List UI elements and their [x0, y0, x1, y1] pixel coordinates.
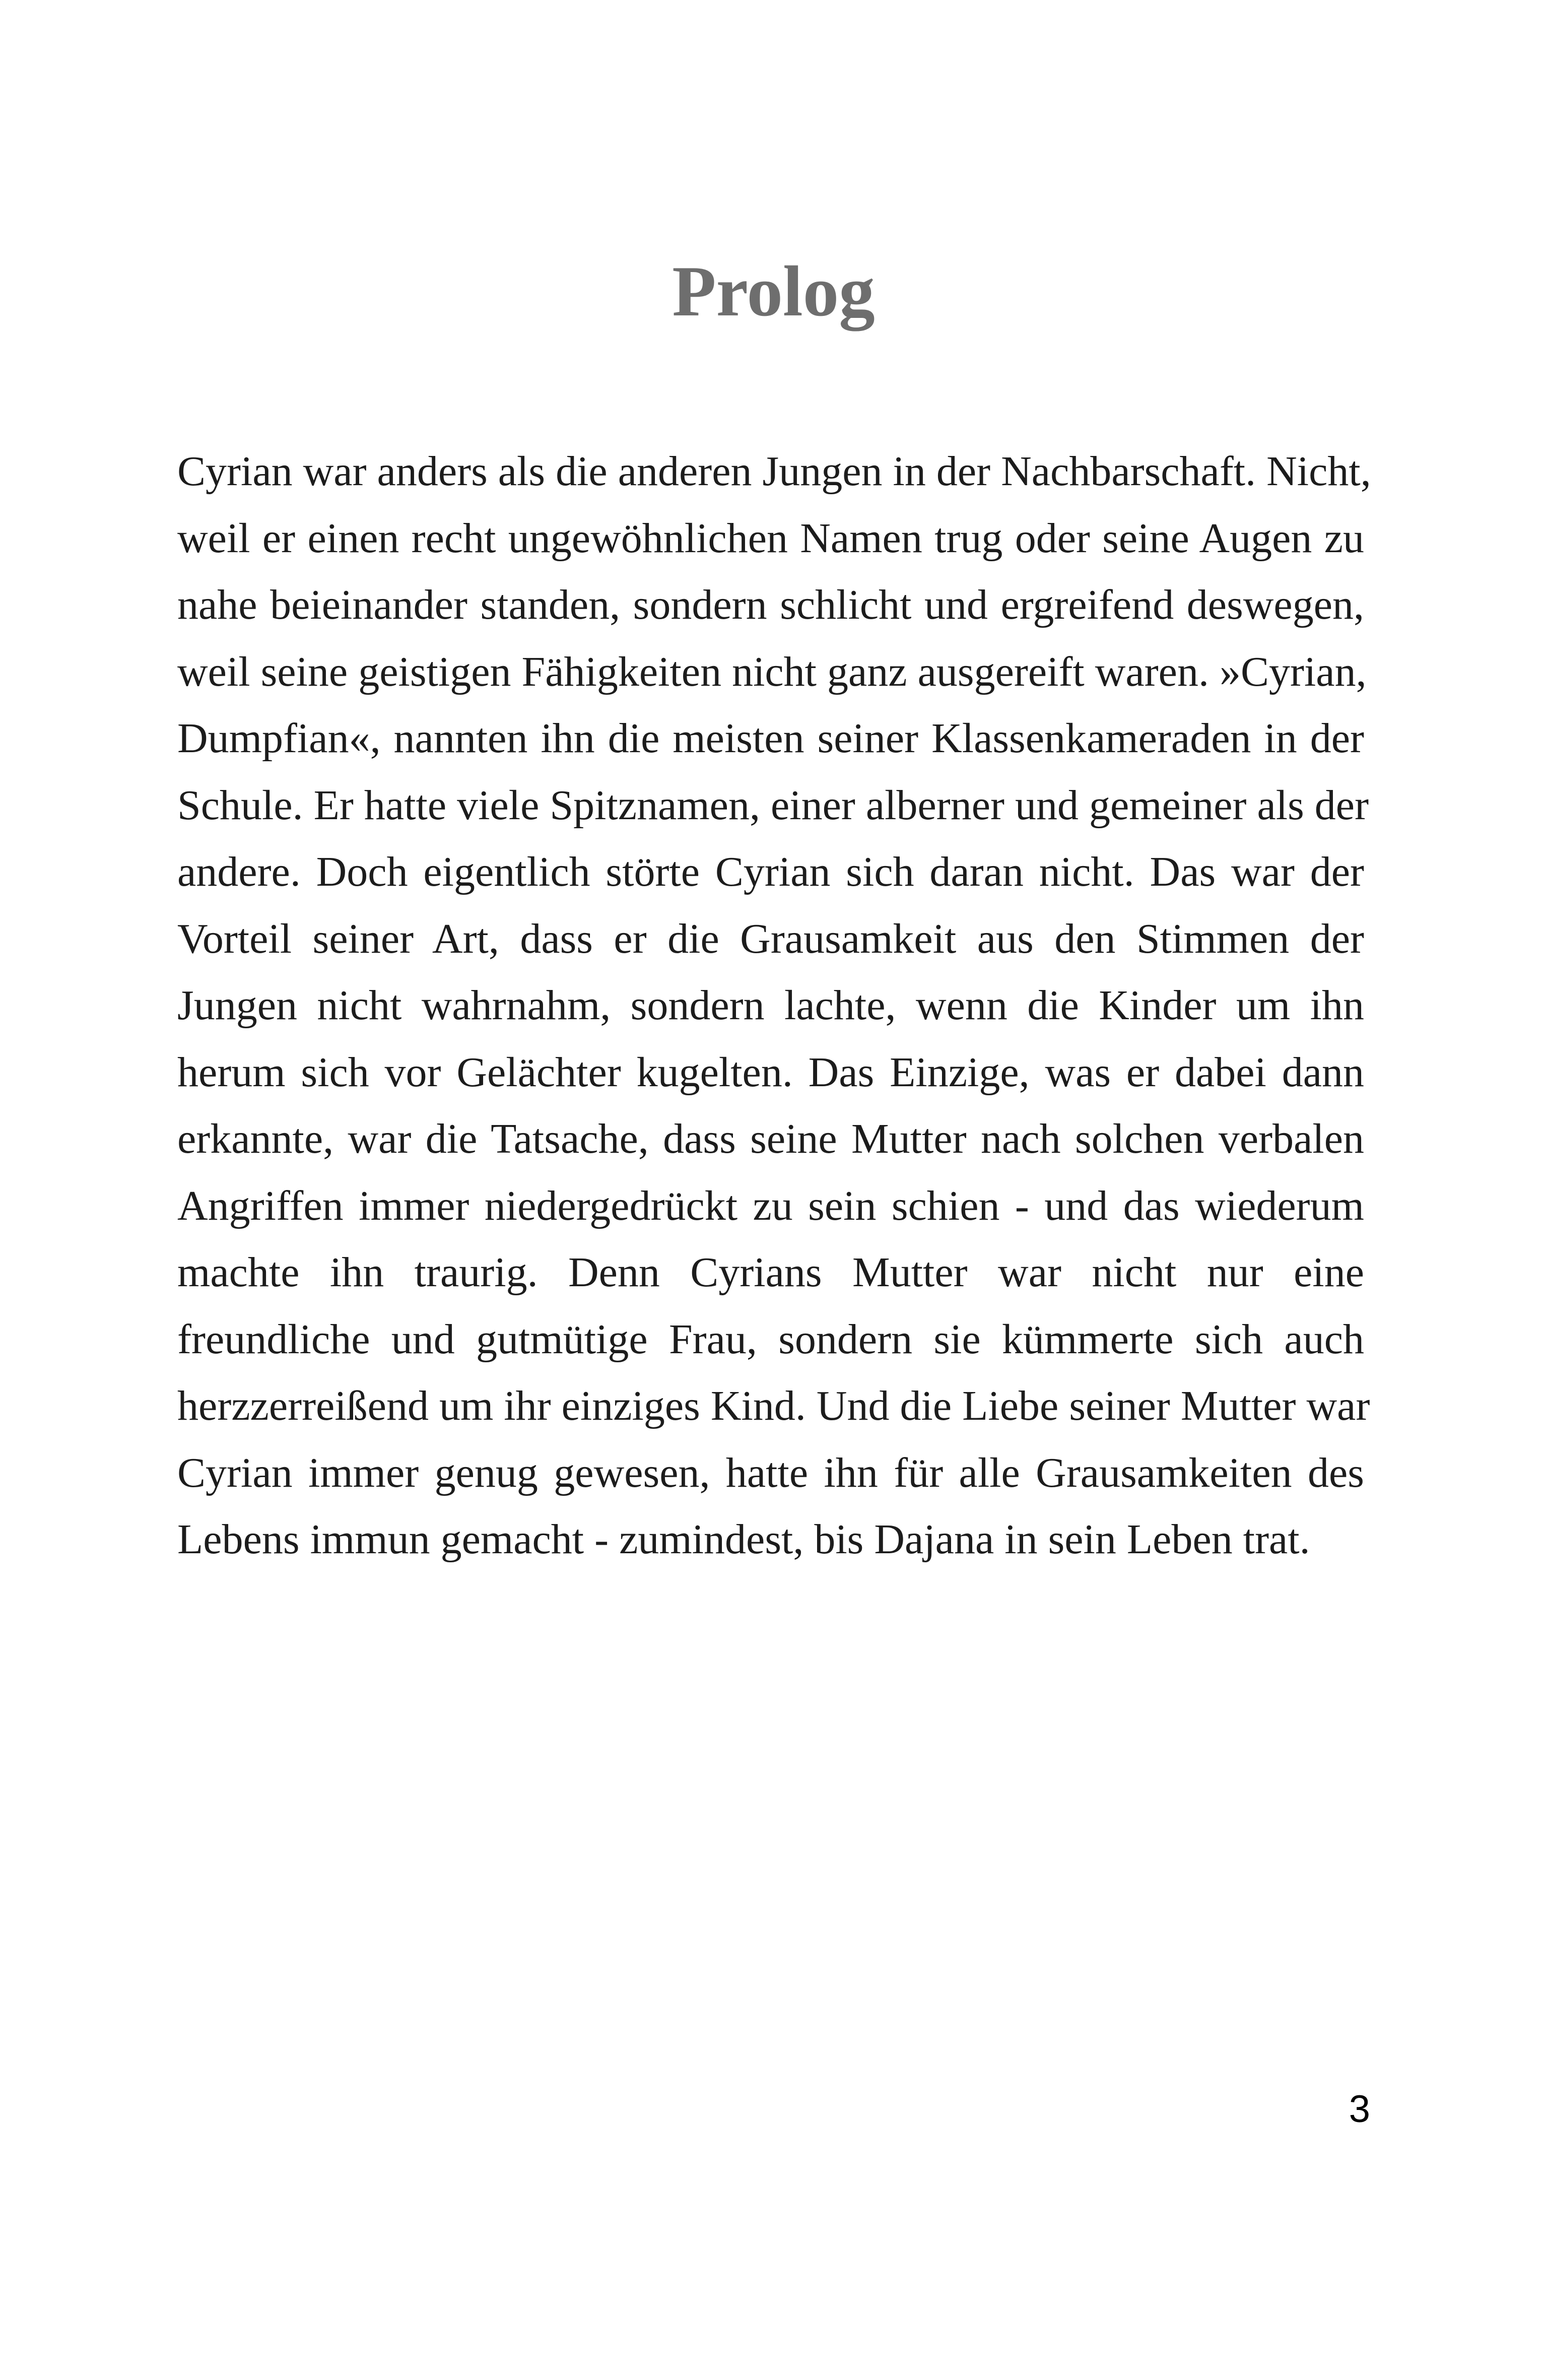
prolog-paragraph [177, 438, 1371, 1607]
text-line-last: Lebens immun gemacht - zumindest, bis Dajana in sein Leben trat. [177, 1516, 1310, 1563]
text-line: freundliche und gutmütige Frau, sondern sie kümmerte sich auch [177, 1315, 1364, 1363]
text-line: Vorteil seiner Art, dass er die Grausamkeit aus den Stimmen der [177, 915, 1364, 962]
text-line: Dumpfian«, nannten ihn die meisten seiner Klassenkameraden in der [177, 715, 1364, 762]
text-line: Angriffen immer niedergedrückt zu sein schien - und das wiederum [177, 1182, 1364, 1229]
text-line: nahe beieinander standen, sondern schlicht und ergreifend deswegen, [177, 581, 1364, 628]
chapter-title: Prolog [672, 251, 875, 331]
text-line: Cyrian immer genug gewesen, hatte ihn für alle Grausamkeiten des [177, 1449, 1364, 1496]
text-line: Jungen nicht wahrnahm, sondern lachte, wenn die Kinder um ihn [177, 982, 1364, 1029]
text-line: Cyrian war anders als die anderen Jungen in der Nachbarschaft. Nicht, [177, 448, 1371, 495]
text-line: Schule. Er hatte viele Spitznamen, einer alberner und gemeiner als der [177, 781, 1369, 829]
text-line: weil seine geistigen Fähigkeiten nicht ganz ausgereift waren. »Cyrian, [177, 648, 1367, 695]
text-line: erkannte, war die Tatsache, dass seine Mutter nach solchen verbalen [177, 1115, 1364, 1162]
text-line: herzzerreißend um ihr einziges Kind. Und die Liebe seiner Mutter war [177, 1382, 1370, 1429]
text-line: herum sich vor Gelächter kugelten. Das Einzige, was er dabei dann [177, 1048, 1364, 1096]
page-number: 3 [1349, 2088, 1370, 2131]
text-line: machte ihn traurig. Denn Cyrians Mutter war nicht nur eine [177, 1249, 1364, 1296]
text-line: weil er einen recht ungewöhnlichen Namen trug oder seine Augen zu [177, 514, 1364, 562]
text-line: andere. Doch eigentlich störte Cyrian sich daran nicht. Das war der [177, 848, 1364, 895]
